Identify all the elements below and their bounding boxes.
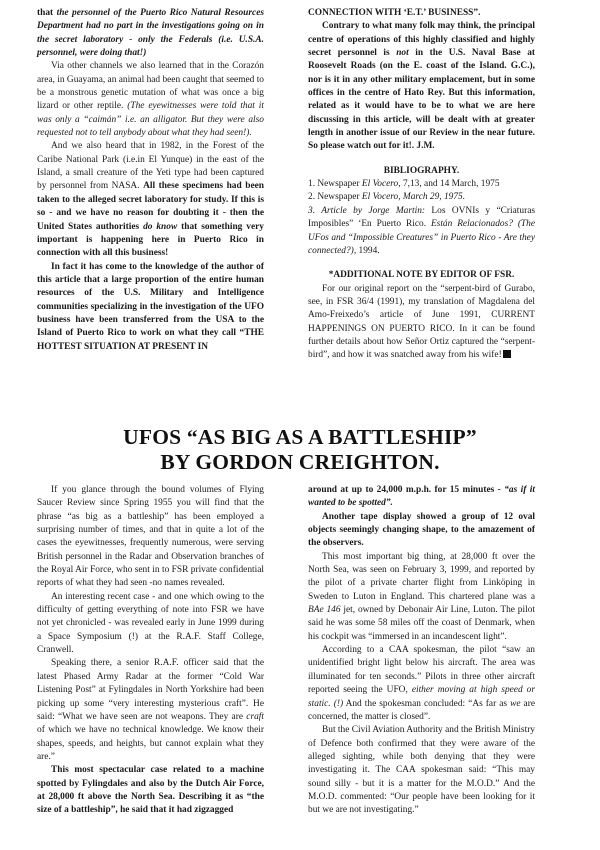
end-of-article-mark-icon: [503, 350, 511, 358]
text-run: , 1994.: [353, 245, 380, 256]
bibliography-item: [308, 191, 535, 204]
text-run: Newspaper: [315, 179, 362, 190]
text-run-italic: (The eyewitnesses were told that it was only a “caimán” i.e. an alligator. But they were also requested not to tell anybody about what they had seen!).: [37, 101, 265, 139]
text-run: For our original report on the “serpent-bird of Gurabo, see, in FSR 36/4 (1991), my translation of Magdalena del Amo-Freixedo’s article of June 1991, CURRENT HAPPENINGS ON PUERTO RICO. In it can be found further details about how Señor Ortiz captured the “serpent-bird”, and how it was snatched away from his wife!: [308, 283, 535, 361]
text-run-italic: El Vocero: [361, 179, 399, 190]
text-run: And we also heard that in 1982, in the Forest of the Caribe National Park (i.e.in El Yunque) in the east of the Island, a small creature of the Yeti type had been captured by personnel from NASA.: [37, 141, 264, 192]
text-run: jet, owned by Debonair Air Line, Luton. The pilot said he was some 58 miles off the coast of Denmark, when his cockpit was “immersed in an incandescent light”.: [308, 605, 535, 642]
text-run-italic: craft: [246, 711, 264, 722]
bibliography-item: [308, 178, 535, 191]
item-number: 1.: [308, 179, 316, 190]
item-number: 3.: [308, 205, 316, 216]
paragraph: [37, 60, 264, 140]
text-run: are concerned, the matter is closed”.: [308, 698, 536, 722]
text-run-italic: the personnel of the Puerto Rico Natural Resources Department had no part in the investigations going on in the secret laboratory - only the Federals (i.e. U.S.A. personnel, were doing that!): [37, 8, 264, 59]
paragraph: In fact it has come to the knowledge of the author of this article that a large proportion of the entire human resources of the U.S. Military and Intelligence communities specializing in the investigation of the UFO business have been transferred from the USA to the Island of Puerto Rico to work on what they call “THE HOTTEST SITUATION AT PRESENT IN: [37, 261, 264, 352]
text-run: This most important big thing, at 28,000 ft over the North Sea, was seen on February 3, 1999, and reported by the pilot of a private charter flight from Linköping in Sweden to Luton in England. This chartered plane was a: [308, 551, 535, 602]
text-run-bold: around at up to 24,000 m.p.h. for 15 minutes -: [308, 485, 505, 495]
text-run-bold-italic: “as if it wanted to be spotted”.: [308, 485, 535, 509]
paragraph: [308, 644, 535, 724]
editor-note-heading: *ADDITIONAL NOTE BY EDITOR OF FSR.: [328, 270, 515, 281]
top-article-column-2: [308, 7, 535, 363]
text-run-italic: Están Relacionados? (The UFos and “Impossible Creatures” in Puerto Rico - Are they connected?): [308, 219, 535, 256]
text-run: Speaking there, a senior R.A.F. officer said that the latest Phased Army Radar at the former “Cold War Listening Post” at Fylingdales in North Yorkshire had been picking up some “very interesting mysterious craft”. He said: “What we have seen are not weapons. They are: [37, 658, 264, 722]
paragraph: [308, 20, 535, 153]
text-run-italic: either moving at high speed or static. (!): [308, 685, 535, 709]
text-run-bold: that something very important is happening here in Puerto Rico in connection with all this business!: [37, 221, 264, 259]
paragraph: [308, 484, 535, 511]
text-run-bold-italic: do know: [143, 221, 178, 232]
top-article-column-1: [37, 7, 264, 354]
paragraph: But the Civil Aviation Authority and the British Ministry of Defence both confirmed that they were aware of the alleged sighting, while both denying that they were investigating it. The CAA spokesman said: “This may sound silly - but it is a matter for the M.O.D.” And the M.O.D. commented: “Our people have been looking for it but we are not investigating.”: [308, 725, 535, 816]
paragraph: If you glance through the bound volumes of Flying Saucer Review since Spring 1955 you will find that the phrase “as big as a battleship” has been employed a surprising number of times, and that in quite a lot of the cases the eyewitnesses, frequently numerous, were serving British personnel in the Radar and Observation branches of the Royal Air Force, who sent in to FSR private confidential reports of what they had seen -no names revealed.: [37, 485, 264, 589]
paragraph: [308, 551, 535, 644]
text-run: of which we have no technical knowledge. We know their shapes, speeds, and heights, but cannot explain what they are.”: [37, 725, 264, 762]
text-run-italic: El Vocero, March 29, 1975.: [361, 192, 466, 203]
paragraph: [37, 140, 264, 260]
bottom-article-column-1: [37, 484, 264, 818]
bibliography-item: [308, 205, 535, 258]
text-run: And the spokesman concluded: “As far as: [343, 698, 511, 709]
text-run-italic: Article by Jorge Martin:: [315, 205, 426, 216]
text-run-bold: All these specimens had been taken to the alleged secret laboratory for study. If this is so - and we have no reason for doubting it - then the United States authorities: [37, 181, 264, 232]
text-run-italic: BAe 146: [308, 605, 341, 616]
headline-byline: BY GORDON CREIGHTON.: [160, 450, 440, 474]
text-run: that: [37, 8, 57, 18]
text-run: According to a CAA spokesman, the pilot “saw an unidentified bright light below his aircraft. The area was illuminated for ten seconds.” Pilots in three other aircraft reported seeing the UFO,: [308, 645, 535, 696]
text-run: Newspaper: [315, 192, 362, 203]
text-run-italic: not: [396, 48, 409, 59]
text-run: in the U.S. Naval Base at Roosevelt Roads (on the E. coast of the Island. G.C.), nor is it in any other military emplacement, but in some offices in the centre of Hato Rey. But this information, related as it would have to be to what we are here discussing in this article, will be dealt with at greater length in another issue of our Review in the near future. So please watch out for it!. J.M.: [308, 48, 535, 152]
paragraph: [37, 7, 264, 60]
text-run: Via other channels we also learned that in the Corazón area, in Guayama, an animal had been caught that seemed to be a monstrous genetic mutation of what was once a big lizard or other reptile.: [37, 61, 264, 112]
paragraph: CONNECTION WITH ‘E.T.’ BUSINESS”.: [308, 8, 481, 18]
text-run-italic: we: [510, 698, 521, 709]
text-run: Los OVNIs y “Criaturas Imposibles” ‘En Puerto Rico.: [308, 205, 535, 230]
article-headline: [0, 425, 600, 475]
text-run: Contrary to what many folk may think, the principal centre of operations of this highly classified and highly secret personnel is: [308, 21, 535, 59]
paragraph: This most spectacular case related to a machine spotted by Fylingdales and also by the Dutch Air Force, at 28,000 ft above the North Sea. Describing it as “the size of a battleship”, he said that it had zigzagged: [37, 765, 264, 816]
bottom-article-column-2: [308, 484, 535, 818]
paragraph: An interesting recent case - and one which owing to the difficulty of getting everything of note into FSR we have not yet chronicled - was revealed early in June 1999 during a Space Symposium (!) at the R.A.F. Staff College, Cranwell.: [37, 591, 264, 656]
headline-title: UFOS “AS BIG AS A BATTLESHIP”: [123, 425, 477, 449]
bibliography-heading: BIBLIOGRAPHY.: [383, 165, 460, 176]
paragraph: Another tape display showed a group of 12 oval objects seemingly changing shape, to the amazement of the observers.: [308, 511, 535, 549]
text-run: , 7,13, and 14 March, 1975: [398, 179, 500, 190]
item-number: 2.: [308, 192, 316, 203]
paragraph: [37, 657, 264, 764]
editor-note: [308, 283, 535, 363]
